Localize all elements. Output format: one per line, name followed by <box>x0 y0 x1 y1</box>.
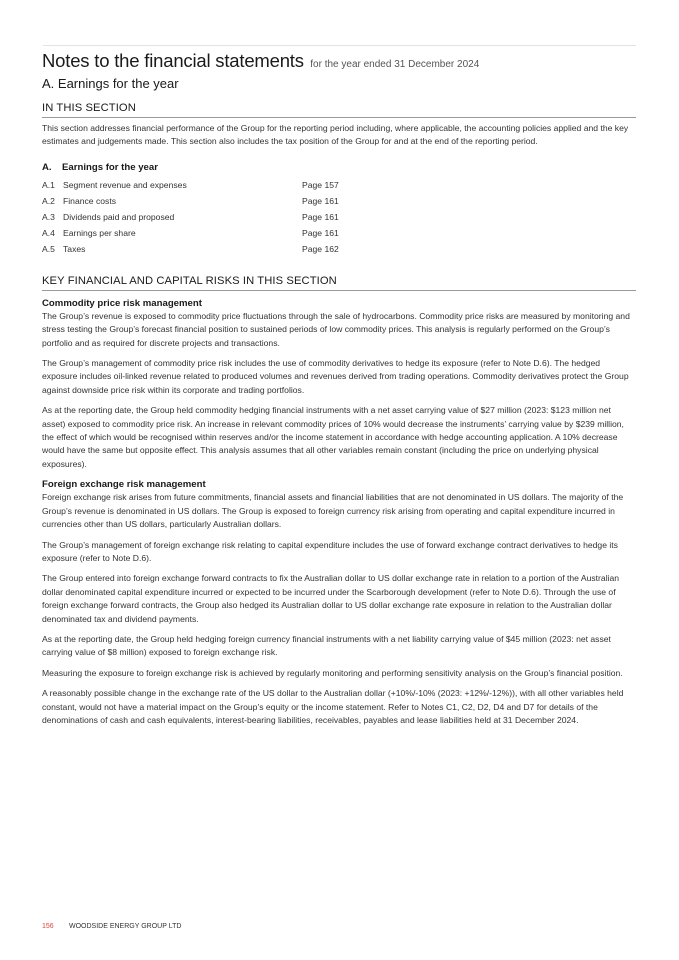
toc-item-page: Page 161 <box>302 227 339 238</box>
toc-item-code: A.4 <box>42 227 55 238</box>
toc-item-label: Earnings per share <box>63 227 136 238</box>
toc-item[interactable] <box>42 209 636 225</box>
section-intro: This section addresses financial performance of the Group for the reporting period including, where applicable, the accounting policies applied and the key estimates and judgements made. This section also includes the tax position of the Group for and at the end of the reporting period. <box>42 123 629 147</box>
fx-paragraph: Foreign exchange risk arises from future commitments, financial assets and financial liabilities that are not denominated in US dollars. The majority of the Group’s revenue is denominated in US dollars. The Group is exposed to foreign currency risk arising from operating and capital expenditure incurred in currencies other than US dollars, particularly Australian dollars. <box>42 492 624 530</box>
main-content <box>42 101 636 727</box>
section-contents <box>42 161 636 257</box>
in-this-section-heading: IN THIS SECTION <box>42 101 636 118</box>
commodity-paragraph: The Group’s revenue is exposed to commodity price fluctuations through the sale of hydrocarbons. Commodity price risks are measured by monitoring and stress testing the Group’s forecast financial position to sustained periods of low commodity prices. This analysis is regularly performed on the Group’s portfolio and as required for discrete projects and transactions. <box>42 310 630 348</box>
toc-item-code: A.3 <box>42 211 55 222</box>
toc-item-code: A.1 <box>42 179 55 190</box>
page-title: Notes to the financial statements <box>42 50 304 71</box>
page-title-suffix: for the year ended 31 December 2024 <box>310 59 480 70</box>
fx-paragraph: As at the reporting date, the Group held hedging foreign currency financial instruments with a net liability carrying value of $45 million (2023: net asset carrying value of $8 million) exposed to foreign exchange risk. <box>42 633 611 658</box>
toc-item-code: A.2 <box>42 195 55 206</box>
fx-paragraph: Measuring the exposure to foreign exchange risk is achieved by regularly monitoring and performing sensitivity analysis on the Group’s financial position. <box>42 667 623 678</box>
page-number: 156 <box>42 923 54 930</box>
commodity-risk-heading: Commodity price risk management <box>42 297 202 309</box>
toc-item-label: Taxes <box>63 243 86 254</box>
toc-item-label: Finance costs <box>63 195 117 206</box>
commodity-paragraph: The Group’s management of commodity price risk includes the use of commodity derivatives to hedge its exposure (refer to Note D.6). The hedged exposure includes oil-linked revenue related to produced volumes and revenues derived from trading operations. Commodity derivatives protect the Group against downside price risk within its corporate and trading portfolios. <box>42 358 629 395</box>
toc-item-page: Page 162 <box>302 243 339 254</box>
fx-paragraph: A reasonably possible change in the exchange rate of the US dollar to the Australian dollar (+10%/-10% (2023: +12%/-12%)), with all other variables held constant, would not have a material impact on the Group’s equity or the income statement. Refer to Notes C1, C2, D2, D4 and D7 for details of the denominations of cash and cash equivalents, interest-bearing liabilities, receivables, payables and lease liabilities held at 31 December 2024. <box>42 688 624 725</box>
toc-title: Earnings for the year <box>62 161 158 173</box>
risks-heading: KEY FINANCIAL AND CAPITAL RISKS IN THIS SECTION <box>42 274 636 291</box>
page-footer <box>42 923 181 930</box>
toc-item-page: Page 161 <box>302 195 339 206</box>
page-header <box>42 51 642 92</box>
commodity-paragraph: As at the reporting date, the Group held commodity hedging financial instruments with a net asset carrying value of $27 million (2023: $123 million net asset) exposed to commodity price risk. An increase in relevant commodity prices of 10% would decrease the instruments’ carrying value by $239 million, the effect of which would be recognised within reserves and/or the income statement in accordance with hedge accounting application. A 10% decrease would have the same but opposite effect. This analysis assumes that all other variables remain constant (including the price on underlying physical exposures). <box>42 405 624 469</box>
toc-item-code: A.5 <box>42 243 55 254</box>
fx-paragraph: The Group entered into foreign exchange forward contracts to fix the Australian dollar to US dollar exchange rate in relation to a portion of the Australian dollar denominated capital expenditure incurred or expected to be incurred under the Scarborough development (refer to Note D.6). Through the use of foreign exchange forward contracts, the Group also hedged its Australian dollar to US dollar exchange rate exposure in relation to the Australian dollar denominated tax and dividend payments. <box>42 573 620 624</box>
fx-paragraph: The Group’s management of foreign exchange risk relating to capital expenditure includes the use of forward exchange contract derivatives to hedge its exposure (refer to Note D.6). <box>42 539 618 563</box>
top-divider <box>43 45 636 46</box>
toc-item[interactable] <box>42 177 636 193</box>
page-subtitle: A. Earnings for the year <box>42 76 179 91</box>
toc-item[interactable] <box>42 241 636 257</box>
toc-item-label: Dividends paid and proposed <box>63 211 175 222</box>
toc-item-page: Page 157 <box>302 179 339 190</box>
toc-heading <box>42 161 636 175</box>
toc-letter: A. <box>42 161 52 173</box>
toc-item[interactable] <box>42 193 636 209</box>
company-name: WOODSIDE ENERGY GROUP LTD <box>69 923 182 930</box>
toc-item-label: Segment revenue and expenses <box>63 179 187 190</box>
title-line <box>42 51 642 75</box>
toc-item[interactable] <box>42 225 636 241</box>
fx-risk-heading: Foreign exchange risk management <box>42 479 206 491</box>
toc-item-page: Page 161 <box>302 211 339 222</box>
